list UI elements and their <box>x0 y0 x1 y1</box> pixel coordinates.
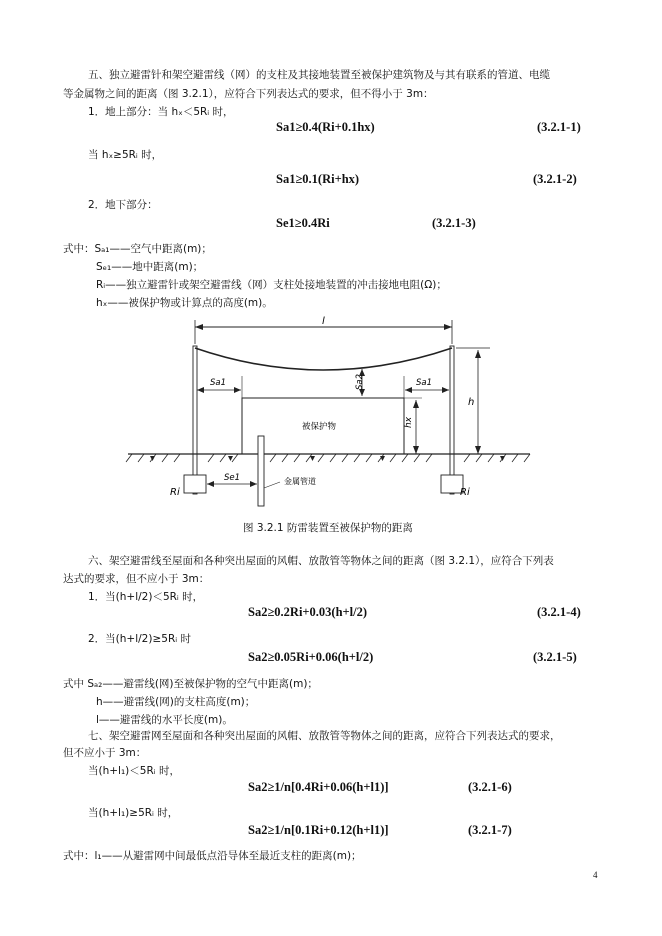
p7-line-2: 但不应小于 3m： <box>63 747 147 759</box>
figure-caption: 图 3.2.1 防雷装置至被保护物的距离 <box>243 522 413 534</box>
lightning-wire <box>195 348 452 370</box>
p5-line-1: 五、独立避雷针和架空避雷线（网）的支柱及其接地装置至被保护建筑物及与其有联系的管道、电缆 <box>88 69 550 81</box>
right-mast <box>450 346 454 494</box>
figure-label-ri-left: Ri <box>170 487 180 498</box>
equation-number-3-2-1-6: (3.2.1-6) <box>468 780 512 794</box>
equation-3-2-1-5: Sa2≥0.05Ri+0.06(h+l/2) <box>248 650 374 664</box>
equation-3-2-1-1: Sa1≥0.4(Ri+0.1hx) <box>276 120 375 134</box>
equation-number-3-2-1-1: (3.2.1-1) <box>537 120 581 134</box>
left-foundation <box>184 475 206 493</box>
where-sa2: 式中 Sₐ₂——避雷线(网)至被保护物的空气中距离(m)； <box>63 678 318 690</box>
def-ri: Rᵢ——独立避雷针或架空避雷线（网）支柱处接地装置的冲击接地电阻(Ω)； <box>96 279 447 291</box>
equation-number-3-2-1-4: (3.2.1-4) <box>537 605 581 619</box>
equation-number-3-2-1-3: (3.2.1-3) <box>432 216 476 230</box>
condition-6-2: 2．当(h+l/2)≥5Rᵢ 时 <box>88 633 191 645</box>
above-ground-condition: 1．地上部分：当 hₓ＜5Rᵢ 时， <box>88 106 234 118</box>
def-hx: hₓ——被保护物或计算点的高度(m)。 <box>96 297 273 309</box>
figure-label-pipe: 金属管道 <box>284 477 316 486</box>
hx-ge-condition: 当 hₓ≥5Rᵢ 时， <box>88 149 163 161</box>
where-sa1: 式中：Sₐ₁——空气中距离(m)； <box>63 243 212 255</box>
equation-number-3-2-1-2: (3.2.1-2) <box>533 172 577 186</box>
figure-label-ri-right: Ri <box>460 487 470 498</box>
figure-label-se1: Se1 <box>224 473 241 483</box>
equation-3-2-1-6: Sa2≥1/n[0.4Ri+0.06(h+l1)] <box>248 780 389 794</box>
equation-number-3-2-1-5: (3.2.1-5) <box>533 650 577 664</box>
where-l1: 式中：l₁——从避雷网中间最低点沿导体至最近支柱的距离(m)； <box>63 850 362 862</box>
figure-3-2-1 <box>0 312 662 512</box>
figure-label-hx: hx <box>404 416 414 428</box>
below-ground-heading: 2．地下部分： <box>88 199 158 211</box>
p5-line-2: 等金属物之间的距离（图 3.2.1），应符合下列表达式的要求，但不得小于 3m： <box>63 88 434 100</box>
equation-number-3-2-1-7: (3.2.1-7) <box>468 823 512 837</box>
left-mast <box>193 346 197 494</box>
figure-label-h: h <box>468 397 475 408</box>
def-se1: Sₑ₁——地中距离(m)； <box>96 261 204 273</box>
condition-7-2: 当(h+l₁)≥5Rᵢ 时， <box>88 807 179 819</box>
def-l: l——避雷线的水平长度(m)。 <box>96 714 233 726</box>
p6-line-1: 六、架空避雷线至屋面和各种突出屋面的风帽、放散管等物体之间的距离（图 3.2.1），应符合下列表 <box>88 555 554 567</box>
condition-6-1: 1．当(h+l/2)＜5Rᵢ 时， <box>88 591 204 603</box>
def-h: h——避雷线(网)的支柱高度(m)； <box>96 696 256 708</box>
equation-3-2-1-3: Se1≥0.4Ri <box>276 216 330 230</box>
p6-line-2: 达式的要求，但不应小于 3m： <box>63 573 210 585</box>
equation-3-2-1-2: Sa1≥0.1(Ri+hx) <box>276 172 360 186</box>
equation-3-2-1-4: Sa2≥0.2Ri+0.03(h+l/2) <box>248 605 368 619</box>
p7-line-1: 七、架空避雷网至屋面和各种突出屋面的风帽、放散管等物体之间的距离，应符合下列表达式的要求， <box>88 730 561 742</box>
equation-3-2-1-7: Sa2≥1/n[0.1Ri+0.12(h+l1)] <box>248 823 389 837</box>
figure-label-l: l <box>322 316 325 327</box>
figure-label-protected: 被保护物 <box>302 422 337 432</box>
figure-label-sa1-right: Sa1 <box>416 378 433 388</box>
metal-pipe <box>258 436 264 506</box>
figure-label-sa1-left: Sa1 <box>210 378 227 388</box>
figure-label-sa2: Sa2 <box>355 373 365 390</box>
page-number: 4 <box>593 870 598 880</box>
condition-7-1: 当(h+l₁)＜5Rᵢ 时， <box>88 765 180 777</box>
